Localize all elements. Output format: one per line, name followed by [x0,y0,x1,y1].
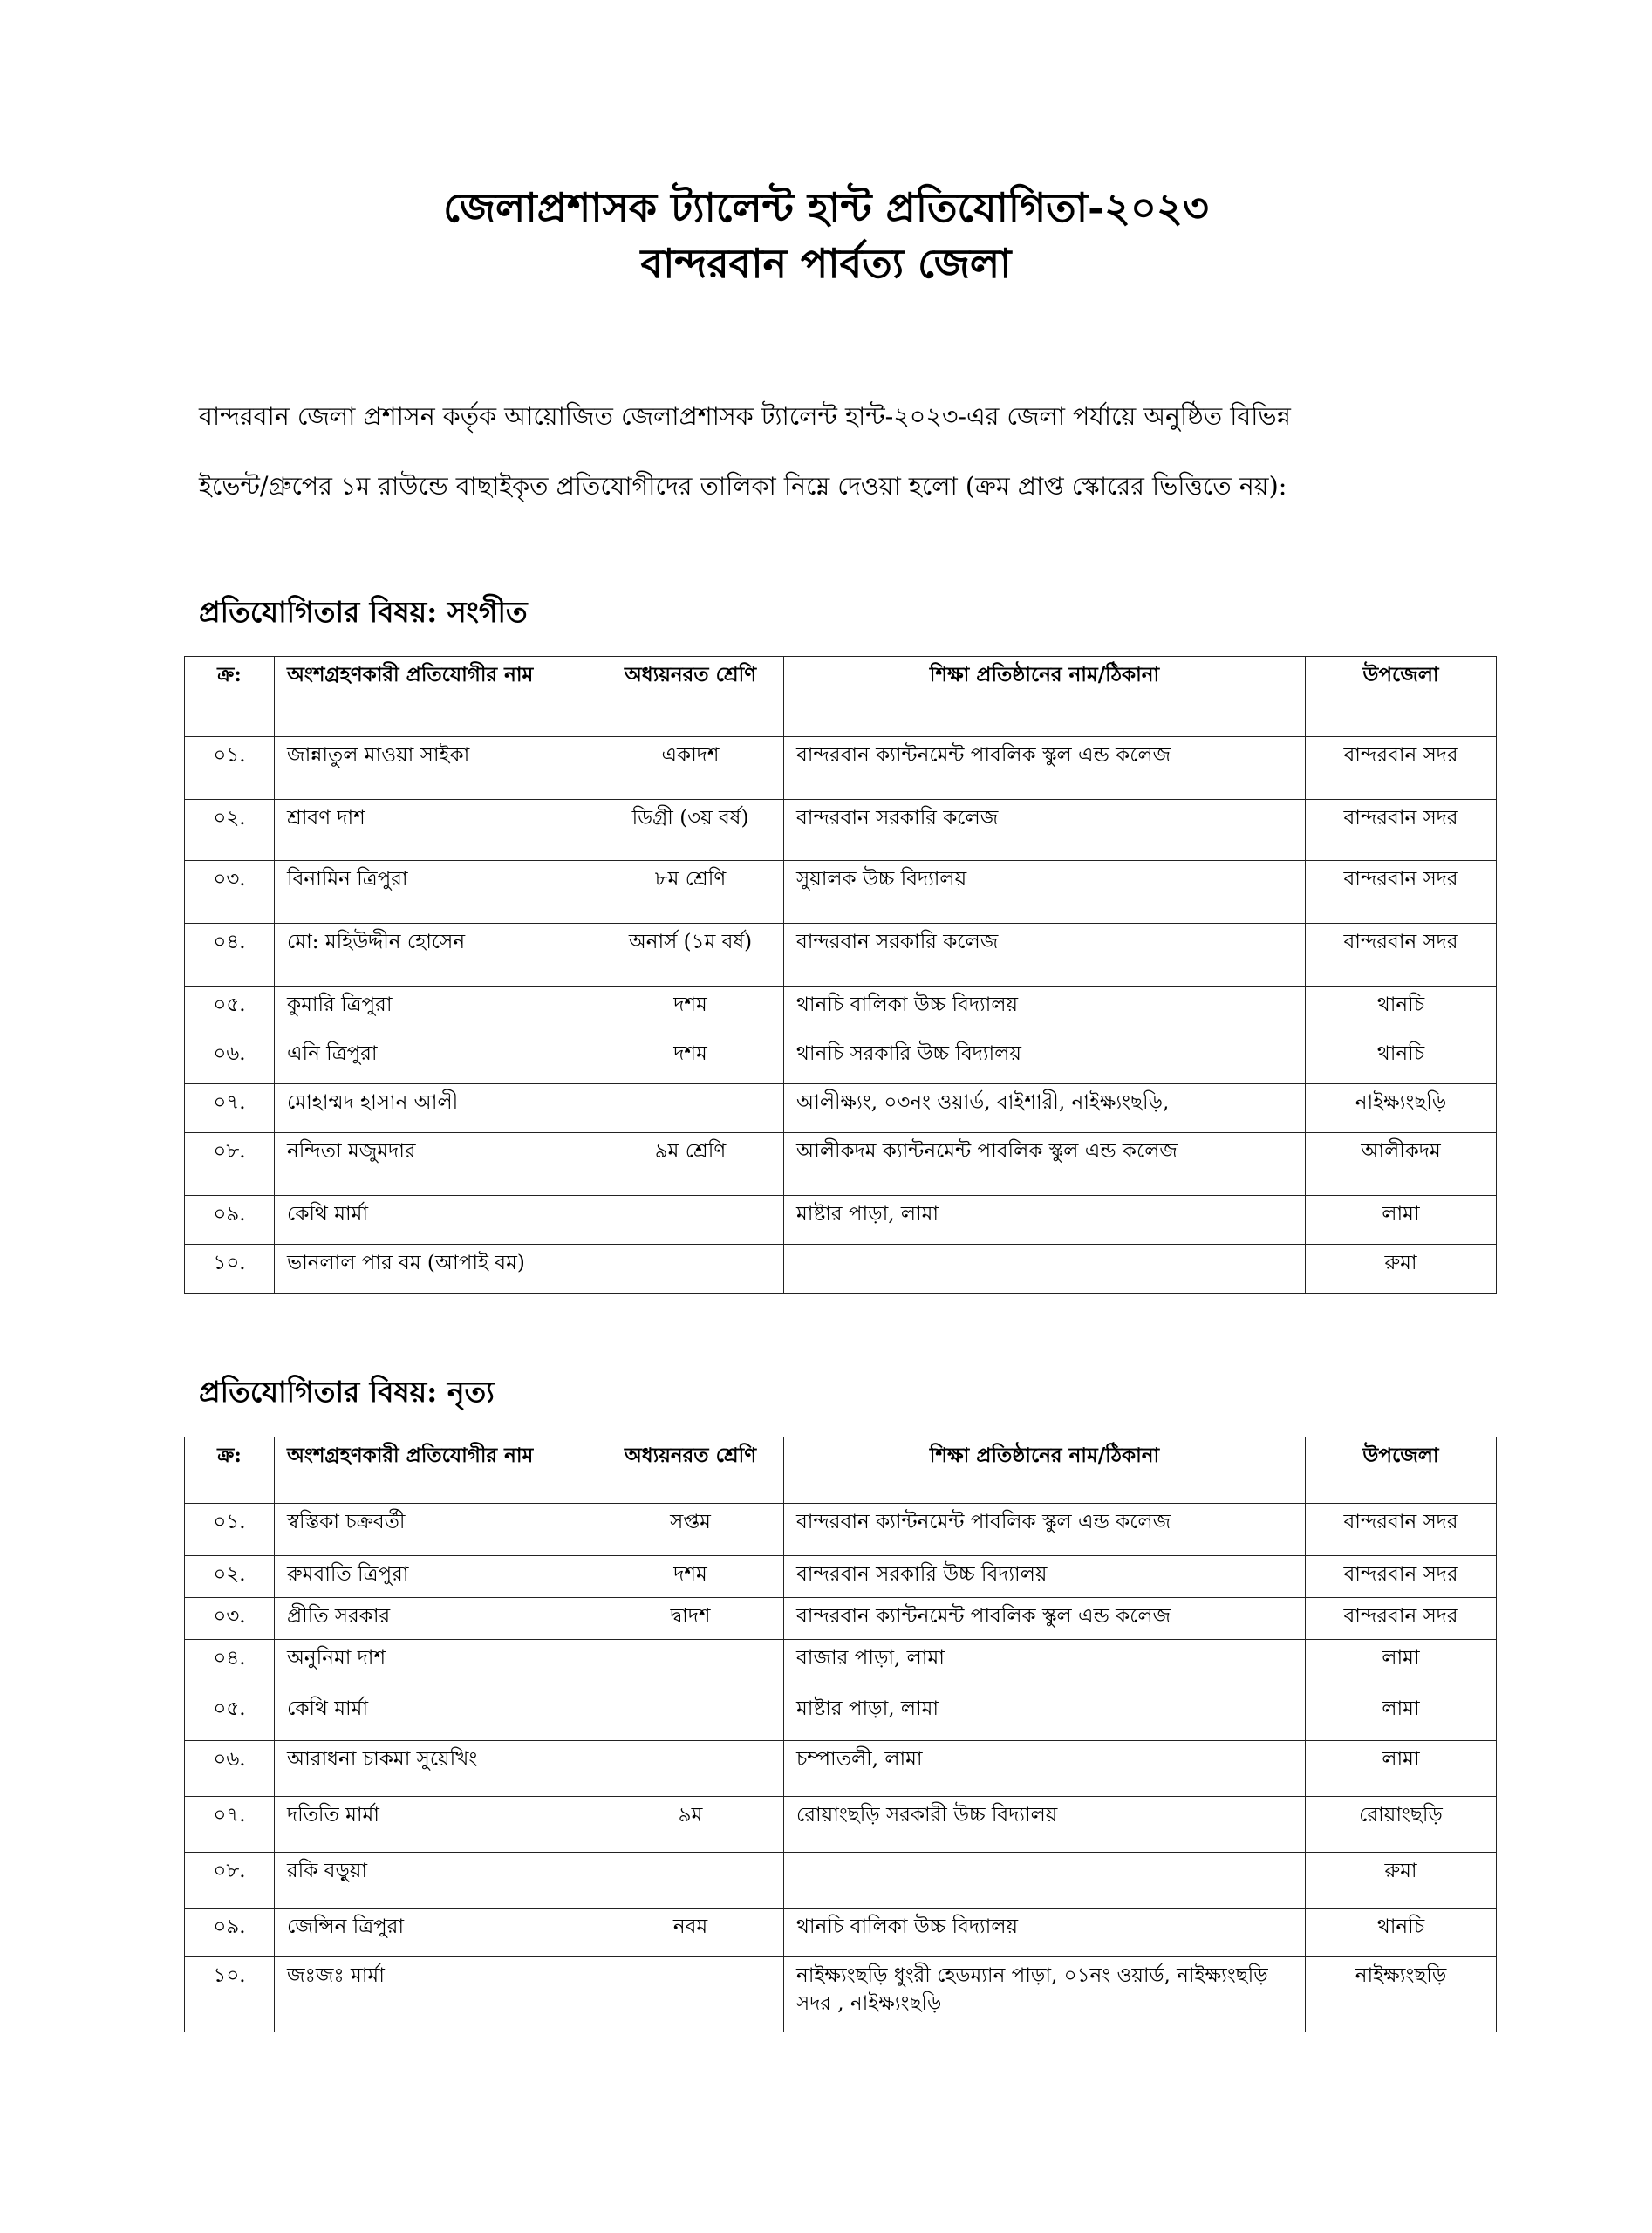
cell-upazila: লামা [1306,1196,1497,1245]
table-row [185,1504,1497,1556]
participants-table-dance [184,1437,1497,2032]
column-header-name: অংশগ্রহণকারী প্রতিযোগীর নাম [275,657,597,737]
cell-name: কুমারি ত্রিপুরা [275,987,597,1035]
cell-name: দতিতি মার্মা [275,1797,597,1853]
cell-institution: রোয়াংছড়ি সরকারী উচ্চ বিদ্যালয় [784,1797,1306,1853]
cell-upazila: লামা [1306,1640,1497,1690]
table-row [185,1909,1497,1957]
cell-upazila: লামা [1306,1741,1497,1797]
cell-serial: ০২. [185,1556,275,1598]
cell-institution: সুয়ালক উচ্চ বিদ্যালয় [784,861,1306,924]
cell-name: জান্নাতুল মাওয়া সাইকা [275,737,597,800]
cell-name: জেন্সিন ত্রিপুরা [275,1909,597,1957]
cell-serial: ০৮. [185,1133,275,1196]
cell-serial: ০৫. [185,987,275,1035]
cell-upazila: আলীকদম [1306,1133,1497,1196]
cell-class: ৮ম শ্রেণি [597,861,784,924]
cell-institution: মাষ্টার পাড়া, লামা [784,1196,1306,1245]
cell-institution: বাজার পাড়া, লামা [784,1640,1306,1690]
cell-name: নন্দিতা মজুমদার [275,1133,597,1196]
cell-name: প্রীতি সরকার [275,1598,597,1640]
intro-line-1: বান্দরবান জেলা প্রশাসন কর্তৃক আয়োজিত জেলাপ্রশাসক ট্যালেন্ট হান্ট-২০২৩-এর জেলা পর্যায়ে অনুষ্ঠিত বিভিন্ন [199,402,1291,431]
cell-class: ডিগ্রী (৩য় বর্ষ) [597,800,784,861]
cell-name: কেথি মার্মা [275,1196,597,1245]
cell-class [597,1640,784,1690]
cell-class [597,1084,784,1133]
cell-name: জঃজঃ মার্মা [275,1957,597,2032]
cell-institution: বান্দরবান সরকারি কলেজ [784,924,1306,987]
cell-serial: ০৬. [185,1035,275,1084]
cell-serial: ০৫. [185,1690,275,1741]
cell-institution: চম্পাতলী, লামা [784,1741,1306,1797]
cell-upazila: নাইক্ষ্যংছড়ি [1306,1957,1497,2032]
cell-serial: ০৯. [185,1909,275,1957]
cell-serial: ০৭. [185,1084,275,1133]
cell-upazila: থানচি [1306,987,1497,1035]
cell-name: স্বস্তিকা চক্রবর্তী [275,1504,597,1556]
cell-institution: থানচি বালিকা উচ্চ বিদ্যালয় [784,987,1306,1035]
cell-name: অনুনিমা দাশ [275,1640,597,1690]
cell-name: রুমবাতি ত্রিপুরা [275,1556,597,1598]
column-header-serial: ক্র: [185,657,275,737]
table-row [185,1556,1497,1598]
cell-name: শ্রাবণ দাশ [275,800,597,861]
cell-serial: ০২. [185,800,275,861]
cell-serial: ০৩. [185,1598,275,1640]
cell-serial: ০৮. [185,1853,275,1909]
cell-serial: ০১. [185,1504,275,1556]
cell-class [597,1853,784,1909]
table-row [185,1690,1497,1741]
cell-institution: বান্দরবান সরকারি কলেজ [784,800,1306,861]
table-row [185,800,1497,861]
cell-upazila: থানচি [1306,1909,1497,1957]
cell-class: নবম [597,1909,784,1957]
cell-class [597,1196,784,1245]
cell-institution: থানচি সরকারি উচ্চ বিদ্যালয় [784,1035,1306,1084]
table-row [185,1245,1497,1294]
document-title: জেলাপ্রশাসক ট্যালেন্ট হান্ট প্রতিযোগিতা-২০২৩ [443,184,1209,231]
table-row [185,1196,1497,1245]
cell-institution: বান্দরবান সরকারি উচ্চ বিদ্যালয় [784,1556,1306,1598]
cell-serial: ০৪. [185,924,275,987]
cell-upazila: রোয়াংছড়ি [1306,1797,1497,1853]
cell-institution: নাইক্ষ্যংছড়ি ধুংরী হেডম্যান পাড়া, ০১নং ওয়ার্ড, নাইক্ষ্যংছড়ি সদর , নাইক্ষ্যংছড়ি [784,1957,1306,2032]
cell-upazila: বান্দরবান সদর [1306,924,1497,987]
cell-name: মোহাম্মদ হাসান আলী [275,1084,597,1133]
table-row [185,1133,1497,1196]
cell-serial: ০৬. [185,1741,275,1797]
cell-class [597,1741,784,1797]
cell-class: ৯ম [597,1797,784,1853]
cell-class: দশম [597,1035,784,1084]
column-header-serial: ক্র: [185,1437,275,1504]
cell-name: বিনামিন ত্রিপুরা [275,861,597,924]
intro-line-2: ইভেন্ট/গ্রুপের ১ম রাউন্ডে বাছাইকৃত প্রতিযোগীদের তালিকা নিম্নে দেওয়া হলো (ক্রম প্রাপ্ত স্কোরের ভিত্তিতে নয়): [199,472,1287,501]
cell-class: দশম [597,1556,784,1598]
table-row [185,1853,1497,1909]
table-row [185,987,1497,1035]
table-row [185,1741,1497,1797]
cell-upazila: বান্দরবান সদর [1306,861,1497,924]
column-header-upazila: উপজেলা [1306,1437,1497,1504]
table-header-row [185,657,1497,737]
cell-class: দশম [597,987,784,1035]
cell-institution: থানচি বালিকা উচ্চ বিদ্যালয় [784,1909,1306,1957]
cell-institution: মাষ্টার পাড়া, লামা [784,1690,1306,1741]
cell-class: একাদশ [597,737,784,800]
cell-serial: ০৪. [185,1640,275,1690]
cell-serial: ০৭. [185,1797,275,1853]
cell-institution [784,1245,1306,1294]
table-header-row [185,1437,1497,1504]
cell-upazila: বান্দরবান সদর [1306,1598,1497,1640]
cell-institution: বান্দরবান ক্যান্টনমেন্ট পাবলিক স্কুল এন্ড কলেজ [784,737,1306,800]
cell-upazila: বান্দরবান সদর [1306,1504,1497,1556]
cell-class: ৯ম শ্রেণি [597,1133,784,1196]
cell-serial: ১০. [185,1245,275,1294]
cell-serial: ১০. [185,1957,275,2032]
section-heading-dance: প্রতিযোগিতার বিষয়: নৃত্য [199,1375,495,1409]
cell-class: দ্বাদশ [597,1598,784,1640]
table-row [185,924,1497,987]
cell-upazila: রুমা [1306,1853,1497,1909]
table-row [185,1035,1497,1084]
cell-upazila: নাইক্ষ্যংছড়ি [1306,1084,1497,1133]
column-header-name: অংশগ্রহণকারী প্রতিযোগীর নাম [275,1437,597,1504]
cell-class: সপ্তম [597,1504,784,1556]
cell-name: ভানলাল পার বম (আপাই বম) [275,1245,597,1294]
cell-upazila: বান্দরবান সদর [1306,800,1497,861]
cell-name: মো: মহিউদ্দীন হোসেন [275,924,597,987]
cell-upazila: রুমা [1306,1245,1497,1294]
cell-upazila: লামা [1306,1690,1497,1741]
cell-institution: বান্দরবান ক্যান্টনমেন্ট পাবলিক স্কুল এন্ড কলেজ [784,1504,1306,1556]
section-heading-music: প্রতিযোগিতার বিষয়: সংগীত [199,595,528,629]
column-header-institution: শিক্ষা প্রতিষ্ঠানের নাম/ঠিকানা [784,657,1306,737]
cell-institution: আলীকদম ক্যান্টনমেন্ট পাবলিক স্কুল এন্ড কলেজ [784,1133,1306,1196]
cell-upazila: বান্দরবান সদর [1306,737,1497,800]
cell-name: রকি বড়ুয়া [275,1853,597,1909]
cell-institution: বান্দরবান ক্যান্টনমেন্ট পাবলিক স্কুল এন্ড কলেজ [784,1598,1306,1640]
cell-name: কেথি মার্মা [275,1690,597,1741]
cell-serial: ০৩. [185,861,275,924]
table-row [185,1640,1497,1690]
cell-serial: ০১. [185,737,275,800]
table-row [185,1084,1497,1133]
cell-institution [784,1853,1306,1909]
table-row [185,1957,1497,2032]
table-row [185,1598,1497,1640]
cell-upazila: বান্দরবান সদর [1306,1556,1497,1598]
cell-name: এনি ত্রিপুরা [275,1035,597,1084]
participants-table-music [184,656,1497,1294]
column-header-institution: শিক্ষা প্রতিষ্ঠানের নাম/ঠিকানা [784,1437,1306,1504]
table-row [185,861,1497,924]
cell-serial: ০৯. [185,1196,275,1245]
document-subtitle: বান্দরবান পার্বত্য জেলা [640,240,1012,287]
cell-institution: আলীক্ষ্যং, ০৩নং ওয়ার্ড, বাইশারী, নাইক্ষ্যংছড়ি, [784,1084,1306,1133]
cell-upazila: থানচি [1306,1035,1497,1084]
column-header-class: অধ্যয়নরত শ্রেণি [597,657,784,737]
table-row [185,737,1497,800]
cell-class [597,1957,784,2032]
cell-class: অনার্স (১ম বর্ষ) [597,924,784,987]
column-header-upazila: উপজেলা [1306,657,1497,737]
column-header-class: অধ্যয়নরত শ্রেণি [597,1437,784,1504]
cell-name: আরাধনা চাকমা সুয়েখিং [275,1741,597,1797]
table-row [185,1797,1497,1853]
cell-class [597,1690,784,1741]
cell-class [597,1245,784,1294]
